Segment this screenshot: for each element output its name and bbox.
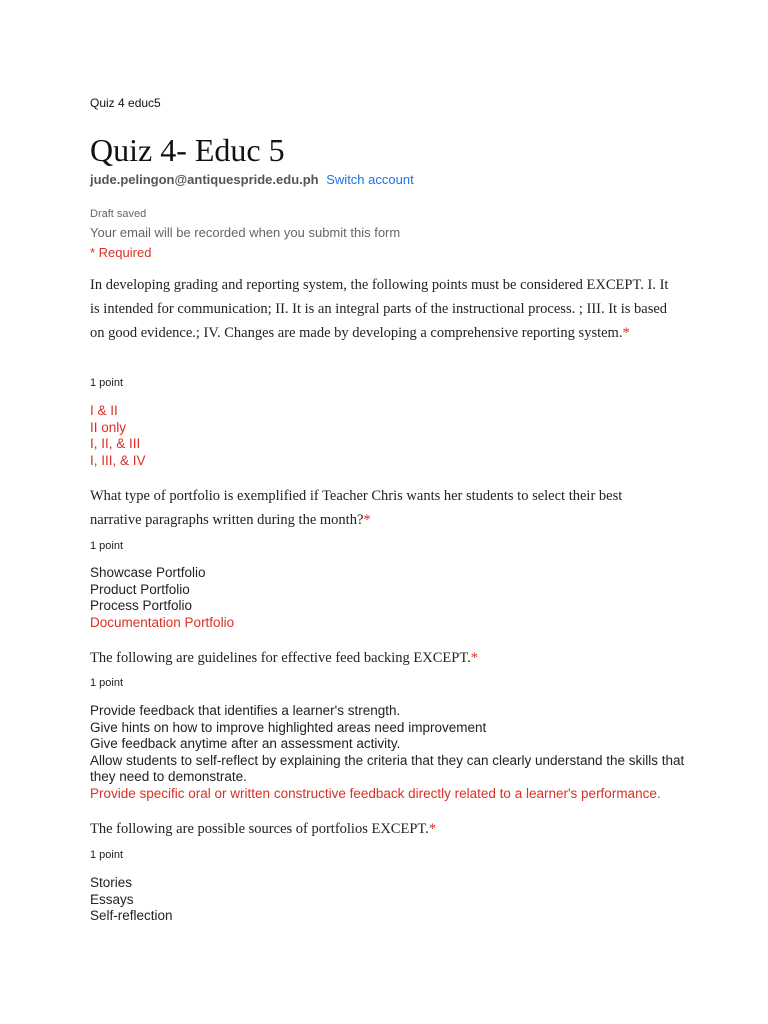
question-4-option-1[interactable]: Stories (90, 875, 133, 890)
question-4-option-3[interactable]: Self-reflection (90, 908, 173, 923)
required-star: * (428, 821, 437, 837)
question-4-text (90, 817, 670, 841)
question-1-option-3[interactable]: I, II, & III (90, 436, 141, 451)
question-2-option-4[interactable]: Documentation Portfolio (90, 614, 235, 630)
question-4-points: 1 point (90, 849, 124, 861)
question-1-option-2[interactable]: II only (90, 419, 127, 435)
question-3-option-5[interactable]: Provide specific oral or written constructive feedback directly related to a learner's performance. (90, 785, 661, 801)
question-3-text (90, 646, 670, 670)
question-3-option-3[interactable]: Give feedback anytime after an assessment activity. (90, 736, 401, 751)
email-record-note: Your email will be recorded when you submit this form (90, 225, 401, 240)
account-line (90, 172, 414, 187)
question-4-label: The following are possible sources of portfolios EXCEPT. (90, 821, 429, 837)
question-3-options (90, 703, 690, 802)
question-2-option-3[interactable]: Process Portfolio (90, 598, 193, 613)
running-title: Quiz 4 educ5 (90, 96, 161, 110)
question-3-label: The following are guidelines for effective feed backing EXCEPT. (90, 650, 471, 666)
draft-status: Draft saved (90, 208, 147, 220)
question-1-text (90, 273, 670, 345)
question-1-options (90, 403, 690, 469)
question-3-option-4[interactable]: Allow students to self-reflect by explaining the criteria that they can clearly understand the skills that they need to demonstrate. (90, 752, 685, 784)
question-2-options (90, 565, 690, 631)
question-2-text (90, 484, 670, 532)
question-1-points: 1 point (90, 377, 124, 389)
required-star: * (470, 650, 479, 666)
question-4-options (90, 875, 690, 925)
required-star: * (622, 325, 630, 341)
question-3-option-2[interactable]: Give hints on how to improve highlighted areas need improvement (90, 719, 487, 735)
required-star: * (363, 512, 371, 528)
account-email: jude.pelingon@antiquespride.edu.ph (90, 172, 319, 187)
question-1-option-1[interactable]: I & II (90, 403, 118, 418)
question-3-points: 1 point (90, 677, 124, 689)
question-3-option-1[interactable]: Provide feedback that identifies a learner's strength. (90, 703, 401, 718)
question-2-option-2[interactable]: Product Portfolio (90, 581, 190, 597)
question-2-points: 1 point (90, 540, 124, 552)
form-title: Quiz 4- Educ 5 (90, 132, 285, 168)
question-2-option-1[interactable]: Showcase Portfolio (90, 565, 206, 580)
switch-account-link[interactable]: Switch account (326, 172, 414, 187)
question-2-label: What type of portfolio is exemplified if Teacher Chris wants her students to select their best narrative paragraphs written during the month? (90, 488, 623, 528)
question-1-label: In developing grading and reporting system, the following points must be considered EXCEPT. I. It is intended for communication; II. It is an integral parts of the instructional process. ; III. It is based on good evidence.; IV. Changes are made by developing a comprehensive reporting system. (90, 277, 669, 341)
required-note: * Required (90, 245, 152, 260)
question-1-option-4[interactable]: I, III, & IV (90, 452, 146, 468)
question-4-option-2[interactable]: Essays (90, 891, 134, 907)
